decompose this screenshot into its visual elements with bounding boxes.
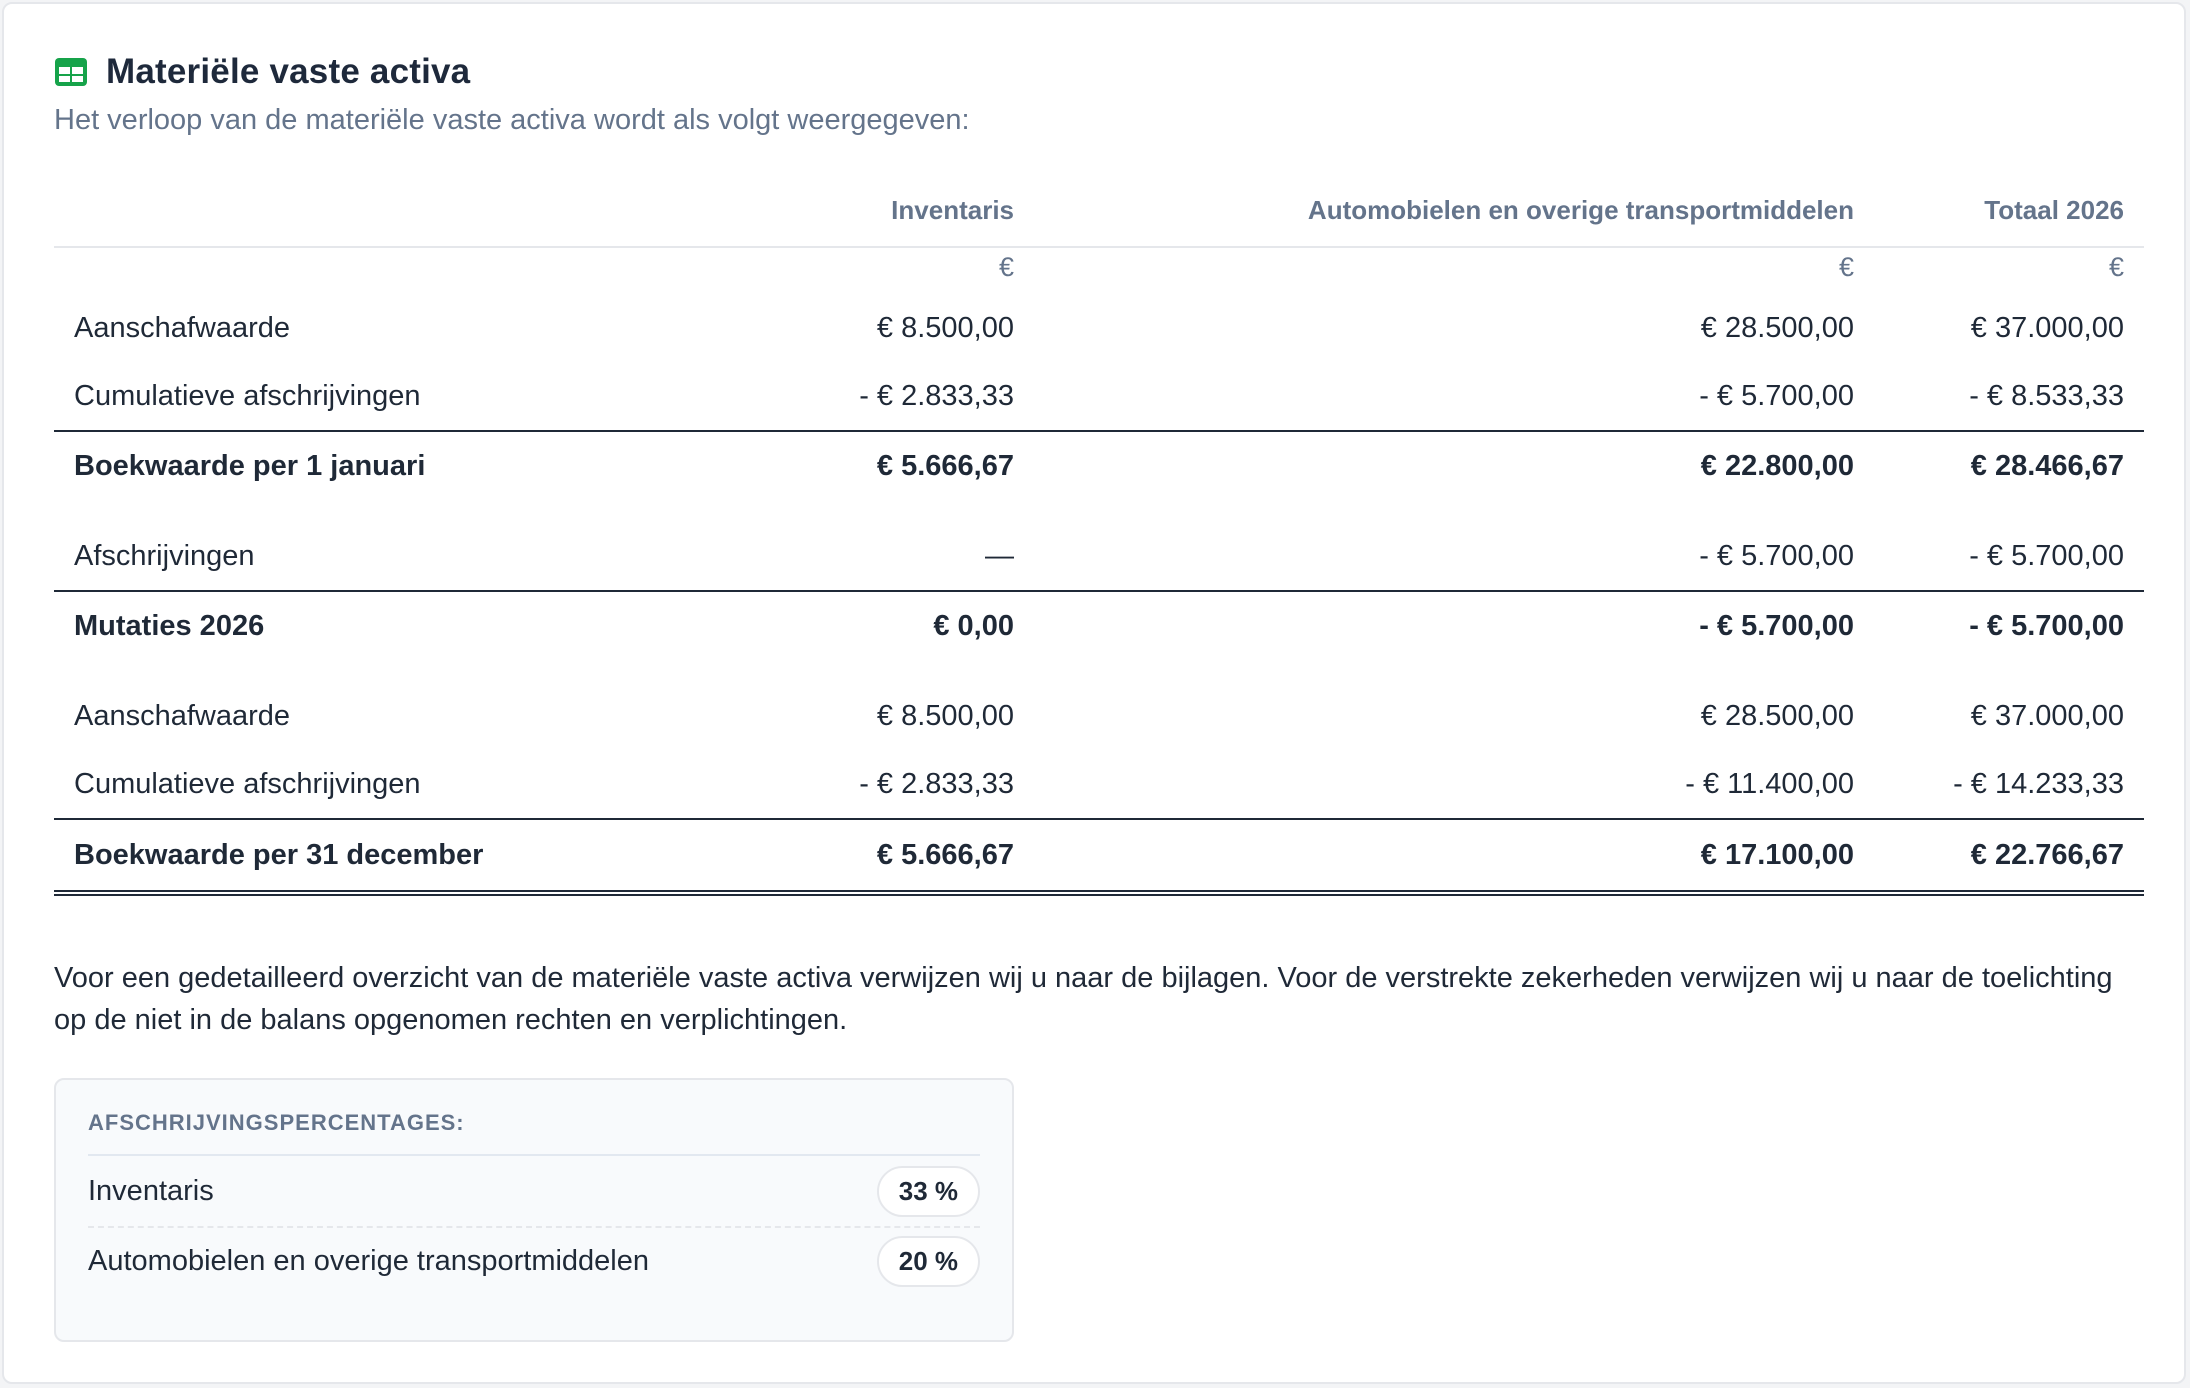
spacer-row bbox=[54, 660, 2144, 682]
table-row bbox=[54, 294, 2144, 362]
table-cell: - € 14.233,33 bbox=[1953, 767, 2124, 800]
spacer-row bbox=[54, 500, 2144, 522]
currency-cell bbox=[54, 247, 614, 294]
table-cell: - € 5.700,00 bbox=[1034, 591, 1874, 660]
table-cell: € 22.800,00 bbox=[1034, 431, 1874, 500]
table-cell: - € 5.700,00 bbox=[1874, 591, 2144, 660]
currency-cell: € bbox=[2108, 252, 2124, 282]
explanatory-note: Voor een gedetailleerd overzicht van de materiële vaste activa verwijzen wij u naar de bijlagen. Voor de verstrekte zekerheden verwijzen wij u naar de toelichting op de niet in de balans opgenomen rechten en verplichtingen. bbox=[54, 962, 2113, 1036]
table-cell: - € 5.700,00 bbox=[1699, 379, 1854, 412]
rates-heading: AFSCHRIJVINGSPERCENTAGES: bbox=[88, 1110, 465, 1135]
table-icon bbox=[54, 55, 88, 89]
table-cell: € 8.500,00 bbox=[876, 699, 1014, 732]
assets-movement-table bbox=[54, 174, 2144, 896]
rate-badge: 33 % bbox=[877, 1166, 980, 1217]
row-label: Cumulatieve afschrijvingen bbox=[74, 767, 421, 800]
table-cell: - € 2.833,33 bbox=[859, 767, 1014, 800]
row-label: Aanschafwaarde bbox=[74, 311, 291, 344]
row-label: Mutaties 2026 bbox=[54, 591, 614, 660]
table-cell: - € 11.400,00 bbox=[1685, 767, 1854, 800]
rate-badge: 20 % bbox=[877, 1236, 980, 1287]
currency-cell: € bbox=[1838, 252, 1854, 282]
table-cell: € 28.500,00 bbox=[1700, 699, 1854, 732]
column-header-automobielen: Automobielen en overige transportmiddelen bbox=[1034, 174, 1874, 247]
row-label: Afschrijvingen bbox=[74, 539, 255, 572]
table-cell: € 0,00 bbox=[614, 591, 1034, 660]
table-cell: € 37.000,00 bbox=[1970, 311, 2124, 344]
table-cell: € 5.666,67 bbox=[614, 819, 1034, 893]
table-cell: — bbox=[985, 539, 1014, 572]
subtotal-row bbox=[54, 591, 2144, 660]
final-total-row bbox=[54, 819, 2144, 893]
section-title: Materiële vaste activa bbox=[106, 52, 471, 91]
assets-card bbox=[2, 2, 2186, 1384]
table-header-row bbox=[54, 174, 2144, 247]
table-cell: € 28.500,00 bbox=[1700, 311, 1854, 344]
depreciation-rates-box bbox=[54, 1078, 1014, 1342]
table-cell: € 28.466,67 bbox=[1874, 431, 2144, 500]
table-cell: - € 2.833,33 bbox=[859, 379, 1014, 412]
table-cell: € 5.666,67 bbox=[614, 431, 1034, 500]
table-cell: € 8.500,00 bbox=[876, 311, 1014, 344]
currency-row bbox=[54, 247, 2144, 294]
subtotal-row bbox=[54, 431, 2144, 500]
row-label: Aanschafwaarde bbox=[74, 699, 291, 732]
table-cell: - € 5.700,00 bbox=[1969, 539, 2124, 572]
table-cell: € 22.766,67 bbox=[1874, 819, 2144, 893]
row-label: Boekwaarde per 1 januari bbox=[54, 431, 614, 500]
rate-item bbox=[88, 1226, 980, 1296]
table-row bbox=[54, 362, 2144, 431]
currency-cell: € bbox=[998, 252, 1014, 282]
table-cell: € 17.100,00 bbox=[1034, 819, 1874, 893]
table-row bbox=[54, 522, 2144, 591]
table-row bbox=[54, 682, 2144, 750]
column-header-totaal: Totaal 2026 bbox=[1874, 174, 2144, 247]
table-row bbox=[54, 750, 2144, 819]
section-subtitle: Het verloop van de materiële vaste activa wordt als volgt weergegeven: bbox=[54, 104, 970, 136]
row-label: Boekwaarde per 31 december bbox=[54, 819, 614, 893]
column-header-inventaris: Inventaris bbox=[614, 174, 1034, 247]
rate-item bbox=[88, 1156, 980, 1228]
rate-label: Inventaris bbox=[88, 1174, 214, 1207]
table-cell: - € 8.533,33 bbox=[1969, 379, 2124, 412]
table-cell: € 37.000,00 bbox=[1970, 699, 2124, 732]
rate-label: Automobielen en overige transportmiddelen bbox=[88, 1244, 650, 1277]
section-header bbox=[54, 52, 470, 92]
table-cell: - € 5.700,00 bbox=[1699, 539, 1854, 572]
row-label: Cumulatieve afschrijvingen bbox=[74, 379, 421, 412]
column-header-label bbox=[54, 174, 614, 247]
